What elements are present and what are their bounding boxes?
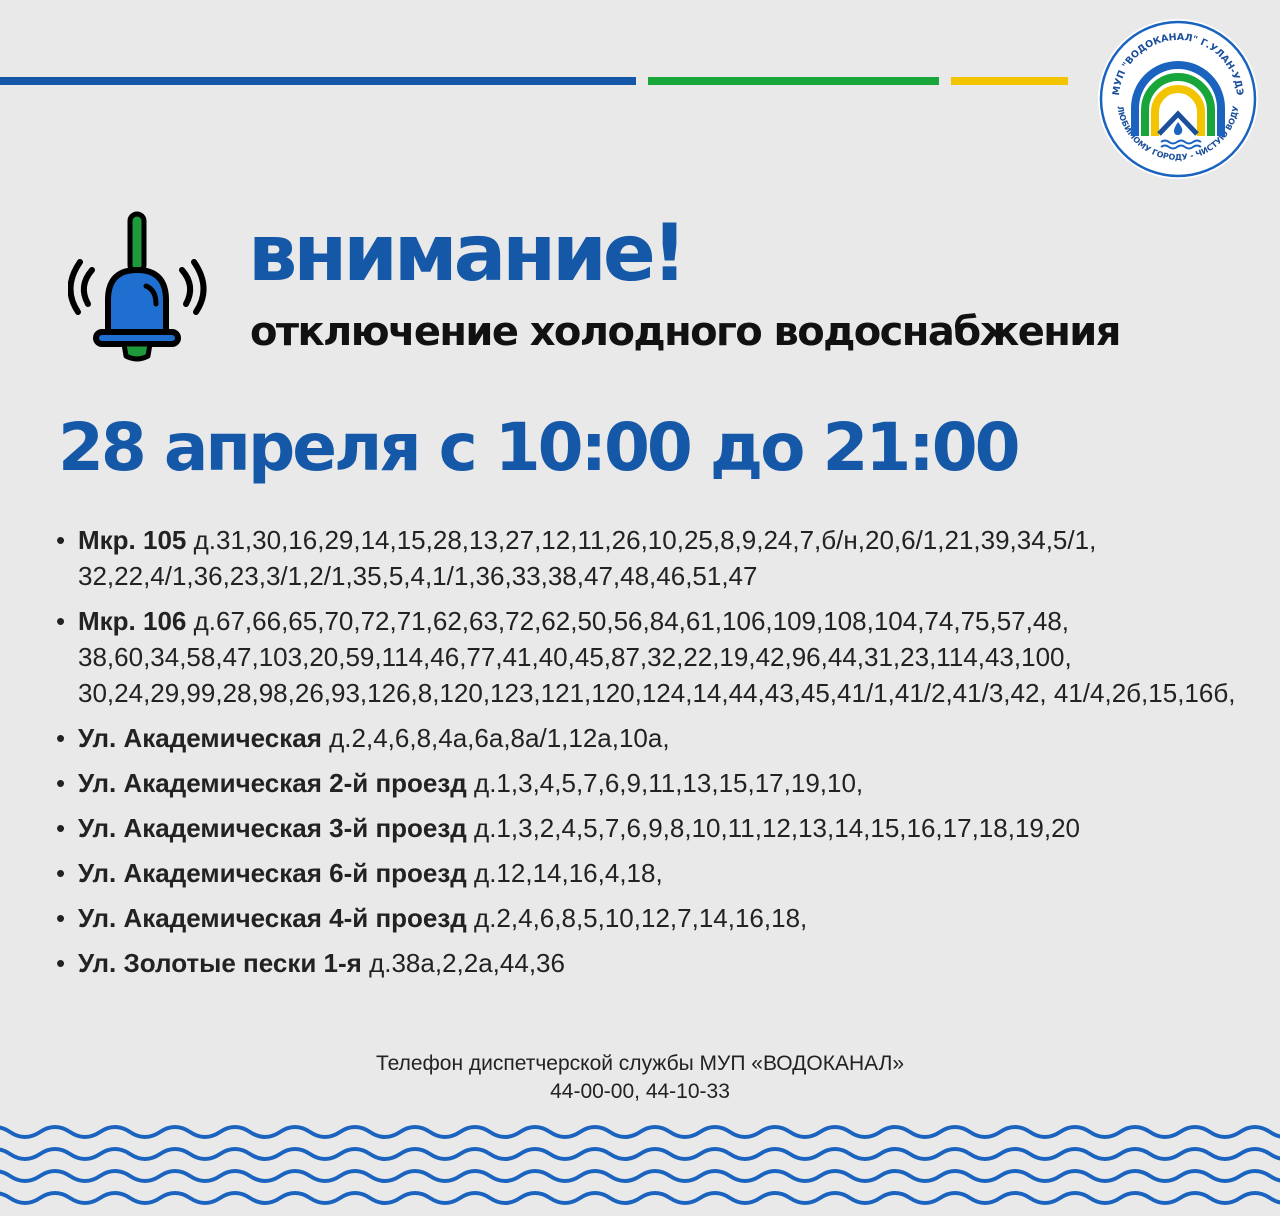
footer-phone-label: Телефон диспетчерской службы МУП «ВОДОКАНАЛ» [375, 1052, 905, 1075]
address-street: Ул. Академическая 6-й проезд [78, 858, 467, 888]
wave-decoration [0, 1118, 1280, 1216]
address-item [54, 810, 1254, 846]
stripe-green [648, 77, 939, 85]
address-street: Ул. Академическая 2-й проезд [78, 768, 467, 798]
logo-bottom-text: ЛЮБИМОМУ ГОРОДУ - ЧИСТУЮ ВОДУ [1115, 105, 1241, 163]
address-houses: д.2,4,6,8,4а,6а,8а/1,12а,10а, [321, 723, 670, 753]
address-houses: д.2,4,6,8,5,10,12,7,14,16,18, [466, 903, 808, 933]
address-houses: д.12,14,16,4,18, [466, 858, 663, 888]
address-item [54, 603, 1254, 711]
bullet: • [56, 723, 66, 753]
stripe-blue [0, 77, 636, 85]
bullet: • [56, 606, 66, 636]
bullet: • [56, 858, 66, 888]
address-list [54, 522, 1254, 990]
wave-line [0, 1193, 1280, 1203]
address-street: Ул. Академическая [78, 723, 322, 753]
stripe-yellow [951, 77, 1068, 85]
logo-top-text: МУП "ВОДОКАНАЛ" Г.УЛАН-УДЭ [1110, 31, 1245, 97]
bullet: • [56, 768, 66, 798]
bullet: • [56, 813, 66, 843]
address-item [54, 720, 1254, 756]
address-street: Мкр. 105 [78, 525, 187, 555]
address-item [54, 765, 1254, 801]
outage-date: 28 апреля с 10:00 до 21:00 [58, 409, 1018, 486]
bullet: • [56, 903, 66, 933]
address-item [54, 522, 1254, 594]
address-item [54, 900, 1254, 936]
wave-line [0, 1149, 1280, 1159]
address-houses: д.1,3,2,4,5,7,6,9,8,10,11,12,13,14,15,16,17,18,19,20 [466, 813, 1081, 843]
address-houses: д.1,3,4,5,7,6,9,11,13,15,17,19,10, [466, 768, 864, 798]
address-houses: д.67,66,65,70,72,71,62,63,72,62,50,56,84,61,106,109,108,104,74,75,57,48, 38,60,34,58,47,103,20,59,114,46,77,41,40,45,87,32,22,19,42,96,44,31,23,114,43,100, 30,24,29,99,28,98,26,93,126,8,120,123,121,120,124,14,44,43,45,41/1,41/2,41/3,42, 41/4,2б,15,16б, [78, 606, 1236, 708]
bullet: • [56, 948, 66, 978]
address-street: Ул. Академическая 4-й проезд [78, 903, 467, 933]
address-street: Ул. Золотые пески 1-я [78, 948, 362, 978]
page-subtitle: отключение холодного водоснабжения [250, 309, 1120, 355]
wave-line [0, 1127, 1280, 1137]
address-item [54, 945, 1254, 981]
top-color-stripes [0, 77, 1070, 85]
footer-contact [0, 1050, 1280, 1106]
address-houses: д.38а,2,2а,44,36 [361, 948, 565, 978]
vodokanal-logo [1097, 18, 1259, 180]
address-item [54, 855, 1254, 891]
address-houses: д.31,30,16,29,14,15,28,13,27,12,11,26,10,25,8,9,24,7,б/н,20,6/1,21,39,34,5/1, 32,22,4/1,36,23,3/1,2/1,35,5,4,1/1,36,33,38,47,48,46,51,47 [78, 525, 1097, 591]
address-street: Мкр. 106 [78, 606, 187, 636]
bell-icon [68, 208, 208, 368]
page-title: внимание! [248, 209, 684, 299]
address-street: Ул. Академическая 3-й проезд [78, 813, 467, 843]
wave-line [0, 1171, 1280, 1181]
footer-phone-numbers: 44-00-00, 44-10-33 [550, 1080, 730, 1103]
bullet: • [56, 525, 66, 555]
